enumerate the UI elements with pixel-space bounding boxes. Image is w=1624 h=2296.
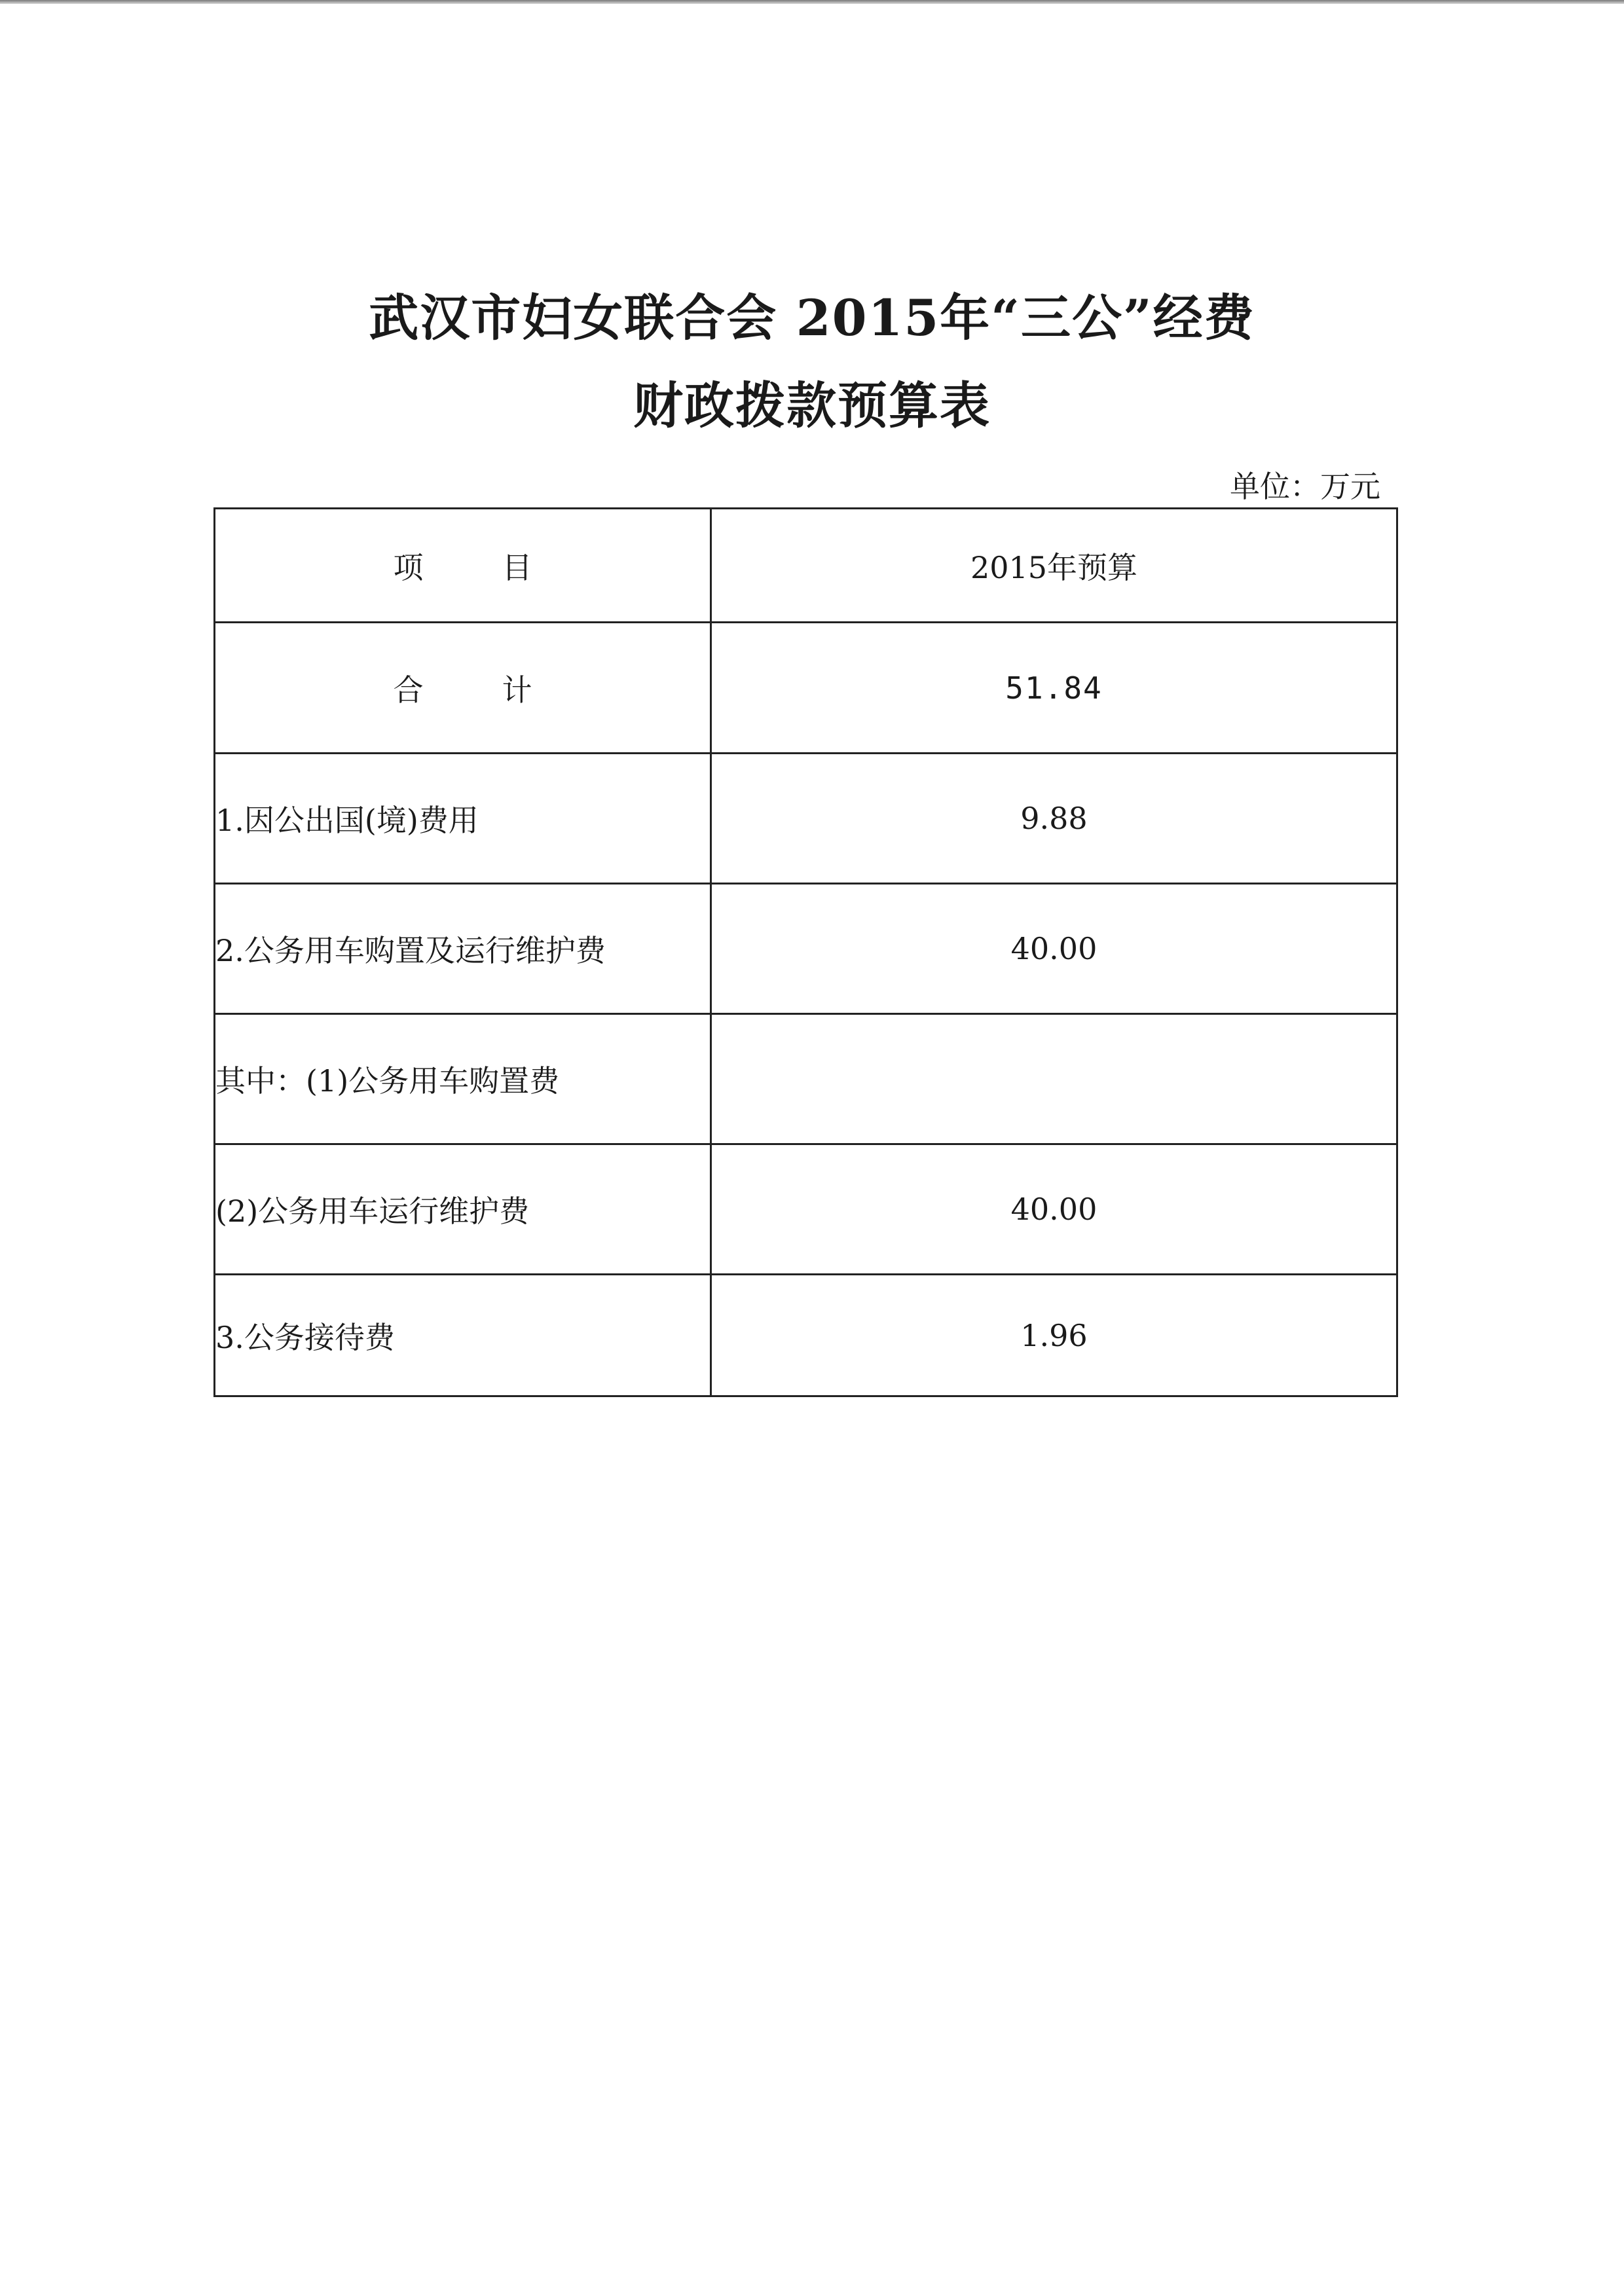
total-label-char-1: 合 <box>393 672 424 708</box>
total-label-char-2: 计 <box>502 672 532 708</box>
document-subtitle: 财政拨款预算表 <box>633 376 991 435</box>
document-title: 武汉市妇女联合会 2015年“三公”经费 <box>369 289 1255 347</box>
total-value-cell <box>711 623 1397 754</box>
unit-label: 单位：万元 <box>1230 469 1380 504</box>
row-value-cell <box>711 884 1397 1014</box>
row-value-cell <box>711 1144 1397 1275</box>
row-label: 2.公务用车购置及运行维护费 <box>215 933 606 968</box>
header-item-char-1: 项 <box>393 549 424 585</box>
table-header-row <box>215 509 1397 623</box>
row-label: 3.公务接待费 <box>215 1319 395 1355</box>
row-label-cell <box>215 884 711 1014</box>
header-item-char-2: 目 <box>502 549 532 585</box>
row-value-cell <box>711 1275 1397 1396</box>
row-label-cell <box>215 1144 711 1275</box>
row-value: 40.00 <box>1010 931 1098 966</box>
row-label: (2)公务用车运行维护费 <box>215 1194 530 1229</box>
table-row <box>215 1014 1397 1144</box>
header-budget-label: 2015年预算 <box>970 549 1138 585</box>
header-cell-budget <box>711 509 1397 623</box>
row-value: 9.88 <box>1020 801 1088 836</box>
row-value-cell <box>711 754 1397 884</box>
total-label-cell <box>215 623 711 754</box>
table-row <box>215 1144 1397 1275</box>
table-row <box>215 754 1397 884</box>
table-row <box>215 1275 1397 1396</box>
row-label: 其中：(1)公务用车购置费 <box>215 1063 560 1099</box>
row-label-cell <box>215 1014 711 1144</box>
header-cell-item <box>215 509 711 623</box>
row-label-cell <box>215 754 711 884</box>
row-label-cell <box>215 1275 711 1396</box>
row-label: 1.因公出国(境)费用 <box>215 803 479 838</box>
total-value: 51.84 <box>1005 670 1103 706</box>
scan-edge <box>0 0 1624 4</box>
row-value-cell <box>711 1014 1397 1144</box>
row-value: 40.00 <box>1010 1192 1098 1227</box>
row-value: 1.96 <box>1020 1317 1088 1353</box>
budget-table <box>213 507 1398 1397</box>
table-row <box>215 884 1397 1014</box>
table-row-total <box>215 623 1397 754</box>
